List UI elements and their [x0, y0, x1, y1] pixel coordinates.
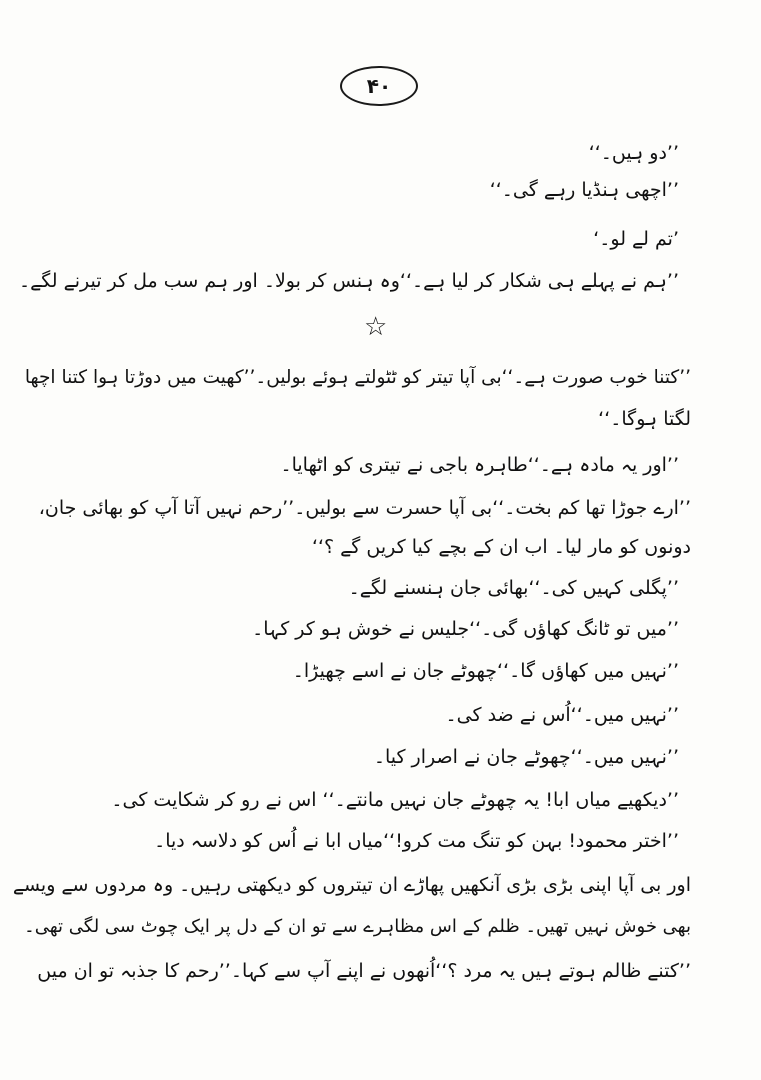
text-line: ’’اچھی ہنڈیا رہے گی۔‘‘ [489, 179, 679, 201]
text-line: ’’ارے جوڑا تھا کم بخت۔‘‘بی آپا حسرت سے بولیں۔’’رحم نہیں آتا آپ کو بھائی جان، [38, 497, 691, 519]
text-line: ’’کتنے ظالم ہوتے ہیں یہ مرد ؟‘‘اُنھوں نے اپنے آپ سے کہا۔’’رحم کا جذبہ تو ان میں [37, 960, 691, 982]
text-line: ’’نہیں میں۔‘‘چھوٹے جان نے اصرار کیا۔ [373, 746, 679, 768]
text-line: اور بی آپا اپنی بڑی بڑی آنکھیں پھاڑے ان تیتروں کو دیکھتی رہیں۔ وہ مردوں سے ویسے [12, 874, 691, 896]
text-line: ’’نہیں میں۔‘‘اُس نے ضد کی۔ [445, 704, 679, 726]
star-separator-icon: ☆ [364, 312, 388, 342]
text-line: دونوں کو مار لیا۔ اب ان کے بچے کیا کریں گے ؟‘‘ [311, 536, 691, 558]
text-line: ’تم لے لو۔‘ [593, 228, 679, 250]
text-line: بھی خوش نہیں تھیں۔ ظلم کے اس مظاہرے سے تو ان کے دل پر ایک چوٹ سی لگی تھی۔ [24, 916, 691, 937]
text-line: ’’میں تو ٹانگ کھاؤں گی۔‘‘جلیس نے خوش ہو کر کہا۔ [252, 618, 679, 640]
text-line: ’’دو ہیں۔‘‘ [588, 142, 679, 164]
text-line: ’’اور یہ مادہ ہے۔‘‘طاہرہ باجی نے تیتری کو اٹھایا۔ [280, 454, 679, 476]
text-line: ’’دیکھیے میاں ابا! یہ چھوٹے جان نہیں مانتے۔‘‘ اس نے رو کر شکایت کی۔ [111, 789, 679, 811]
text-line: ’’ہم نے پہلے ہی شکار کر لیا ہے۔‘‘وہ ہنس کر بولا۔ اور ہم سب مل کر تیرنے لگے۔ [18, 270, 679, 292]
text-line: ’’کتنا خوب صورت ہے۔‘‘بی آپا تیتر کو ٹٹولتے ہوئے بولیں۔’’کھیت میں دوڑتا ہوا کتنا اچھا [24, 367, 691, 388]
text-line: ’’اختر محمود! بہن کو تنگ مت کرو!‘‘میاں ابا نے اُس کو دلاسہ دیا۔ [154, 830, 679, 852]
page-number: ۴۰ [366, 74, 392, 98]
page-number-oval [340, 66, 418, 106]
text-line: ’’نہیں میں کھاؤں گا۔‘‘چھوٹے جان نے اسے چھیڑا۔ [292, 660, 679, 682]
text-line: لگتا ہوگا۔‘‘ [598, 408, 691, 430]
text-line: ’’پگلی کہیں کی۔‘‘بھائی جان ہنسنے لگے۔ [348, 577, 679, 599]
